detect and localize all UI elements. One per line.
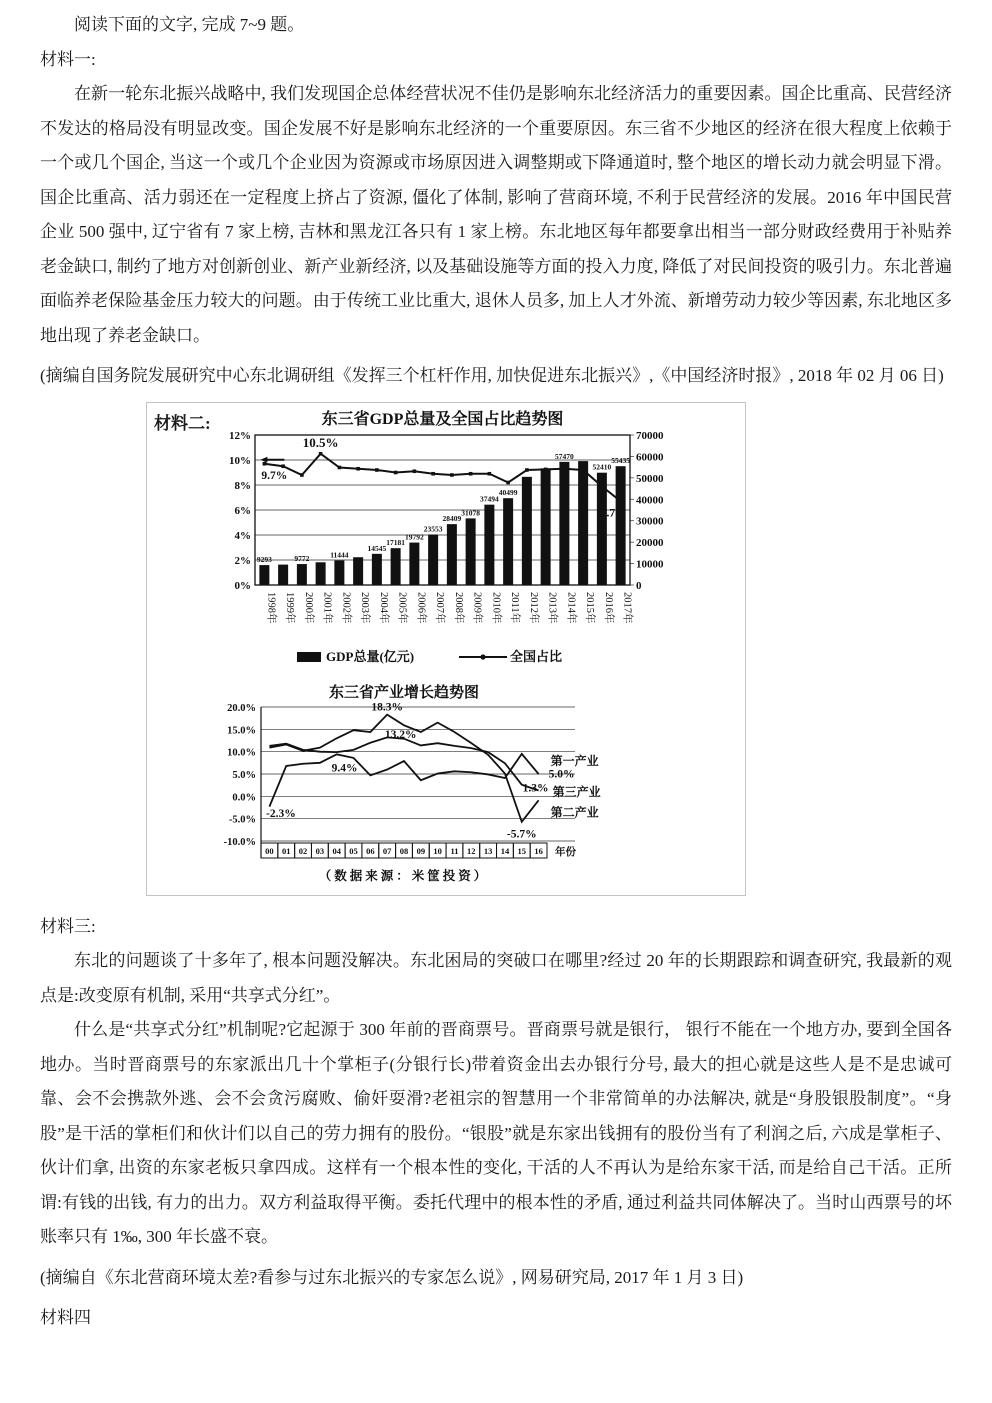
material-one-heading: 材料一:	[40, 49, 96, 69]
material-three-source: (摘编自《东北营商环境太差?看参与过东北振兴的专家怎么说》, 网易研究局, 2017 年 1 月 3 日)	[40, 1267, 744, 1287]
chart2-annotation: 9.4%	[331, 762, 358, 775]
left-axis-tick: 12%	[229, 429, 251, 442]
right-axis-tick: 70000	[636, 429, 664, 442]
right-axis-tick: 40000	[636, 493, 664, 506]
gdp-bar	[372, 553, 382, 584]
right-axis-tick: 30000	[636, 515, 664, 528]
right-axis-tick: 50000	[636, 472, 664, 485]
chart2-x-label: 02	[298, 845, 308, 856]
chart2-x-axis	[261, 843, 547, 858]
chart2-x-label: 12	[467, 845, 476, 856]
material-two-heading: 材料二:	[154, 413, 211, 433]
chart2-annotation: 13.2%	[384, 728, 417, 741]
year-label: 2013年	[546, 591, 558, 623]
share-end-label: 6.7%	[600, 506, 627, 519]
gdp-bar	[297, 564, 307, 585]
chart2-gridlines	[261, 707, 575, 841]
left-axis-tick: 2%	[234, 554, 251, 567]
year-label: 2007年	[434, 591, 446, 623]
gdp-bar	[616, 466, 626, 585]
material-one-source: (摘编自国务院发展研究中心东北调研组《发挥三个杠杆作用, 加快促进东北振兴》,《中国经济时报》, 2018 年 02 月 06 日)	[40, 366, 944, 385]
year-label: 2016年	[602, 591, 614, 623]
bar-value-label: 9772	[294, 553, 310, 563]
chart2-y-tick: 15.0%	[227, 724, 256, 736]
gdp-bar	[541, 468, 551, 585]
year-label: 2015年	[584, 591, 596, 623]
year-label: 1998年	[265, 591, 277, 623]
chart2-x-label: 14	[500, 845, 510, 856]
bar-value-label: 9293	[256, 554, 272, 564]
industry-line	[269, 753, 538, 806]
bar-value-label: 19792	[405, 532, 424, 542]
intro-line: 阅读下面的文字, 完成 7~9 题。	[74, 15, 305, 34]
chart1-title: 东三省GDP总量及全国占比趋势图	[321, 410, 564, 428]
chart2-x-label: 03	[315, 845, 325, 856]
series-name-label: 第三产业	[552, 784, 601, 799]
chart1-gridlines	[255, 435, 634, 585]
year-label: 2004年	[377, 591, 389, 623]
chart2-annotation: 18.3%	[371, 700, 403, 713]
year-label: 2014年	[565, 591, 577, 623]
bar-value-label: 55435	[611, 455, 630, 465]
left-axis-tick: 8%	[234, 479, 251, 492]
chart2-x-label: 01	[281, 845, 291, 856]
bar-value-label: 17181	[386, 537, 405, 547]
chart2-y-tick: 20.0%	[227, 702, 256, 714]
data-source-label: （数据来源：米筐投资）	[318, 868, 490, 883]
year-label: 2011年	[509, 591, 521, 623]
chart2-y-tick: -5.0%	[228, 814, 256, 826]
chart2-x-label: 00	[265, 845, 274, 856]
legend-line-label: 全国占比	[510, 648, 563, 664]
material-one-body: 在新一轮东北振兴战略中, 我们发现国企总体经营状况不佳仍是影响东北经济活力的重要因素。国企比重高、民营经济不发达的格局没有明显改变。国企发展不好是影响东北经济的一个重要原因。东三省不少地区的经济在很大程度上依赖于一个或几个国企, 当这一个或几个企业因为资源或市场原因进入调整期或下降通道时, 整个地区的增长动力就会明显下滑。国企比重高、活力弱还在一定程度上挤占了资源, 僵化了体制, 影响了营商环境, 不利于民营经济的发展。2016 年中国民营企业 500 强中, 辽宁省有 7 家上榜, 吉林和黑龙江各只有 1 家上榜。东北地区每年都要拿出相当一部分财政经费用于补贴养老金缺口, 制约了地方对创新创业、新产业新经济, 以及基础设施等方面的投入力度, 降低了对民间投资的吸引力。东北普遍面临养老保险基金压力较大的问题。由于传统工业比重大, 退休人员多, 加上人才外流、新增劳动力较少等因素, 东北地区多地出现了养老金缺口。	[40, 84, 952, 345]
gdp-bar	[447, 524, 457, 585]
gdp-bar	[278, 564, 288, 584]
left-axis-tick: 10%	[229, 454, 251, 467]
year-label: 2008年	[452, 591, 464, 623]
chart2-x-label: 07	[382, 845, 392, 856]
year-label: 2017年	[621, 591, 633, 623]
share-peak-label: 10.5%	[302, 434, 339, 450]
gdp-bar	[353, 557, 363, 585]
chart2-x-label: 08	[399, 845, 409, 856]
gdp-bar	[428, 534, 438, 584]
chart2-x-label: 06	[366, 845, 375, 856]
year-label: 2002年	[340, 591, 352, 623]
chart2-annotation: 5.0%	[548, 767, 575, 780]
bar-value-label: 40499	[498, 487, 518, 497]
chart2-y-tick: 0.0%	[232, 791, 256, 803]
chart2-x-label: 05	[349, 845, 358, 856]
bar-value-label: 23553	[423, 524, 443, 534]
chart2-annotation: -2.3%	[266, 807, 296, 820]
bar-value-label: 11444	[330, 549, 349, 559]
chart1-x-labels	[265, 592, 634, 624]
chart2-x-label: 13	[483, 845, 493, 856]
gdp-bar	[334, 560, 344, 585]
gdp-bar	[391, 548, 401, 585]
chart2-x-label: 04	[332, 845, 341, 856]
left-axis-tick: 6%	[234, 504, 251, 517]
share-start-label: 9.7%	[261, 469, 288, 482]
right-axis-tick: 0	[636, 579, 642, 592]
chart2-x-label: 10	[433, 845, 442, 856]
year-label: 2003年	[359, 591, 371, 623]
bar-value-label: 31078	[461, 507, 480, 517]
legend-line-marker	[480, 654, 485, 659]
bar-value-label: 52410	[592, 462, 612, 472]
right-axis-tick: 10000	[636, 558, 664, 571]
legend-bar-swatch	[297, 652, 321, 662]
year-label: 2009年	[471, 591, 483, 623]
industry-growth-trend-chart	[209, 683, 679, 889]
chart2-annotation: 1.3%	[522, 782, 549, 795]
bar-value-label: 57470	[555, 451, 574, 461]
chart2-y-tick: 10.0%	[227, 747, 256, 759]
gdp-bar	[259, 565, 269, 585]
gdp-bar	[503, 498, 513, 585]
gdp-bar	[522, 476, 532, 584]
gdp-total-and-national-share-chart	[205, 407, 675, 677]
material-three-para1: 东北的问题谈了十多年了, 根本问题没解决。东北困局的突破口在哪里?经过 20 年的长期跟踪和调查研究, 我最新的观点是:改变原有机制, 采用“共享式分红”。	[40, 951, 952, 1005]
year-label: 2000年	[302, 591, 314, 623]
left-axis-tick: 0%	[234, 579, 251, 592]
year-label: 2001年	[321, 591, 333, 623]
year-label: 2006年	[415, 591, 427, 623]
chart2-title: 东三省产业增长趋势图	[328, 684, 480, 701]
year-label: 1999年	[284, 591, 296, 623]
gdp-bar	[466, 518, 476, 585]
right-axis-tick: 20000	[636, 536, 664, 549]
series-name-label: 第二产业	[550, 804, 599, 819]
chart2-x-label: 16	[534, 845, 543, 856]
chart2-x-label: 09	[416, 845, 426, 856]
chart2-x-label: 11	[450, 845, 459, 856]
right-axis-tick: 60000	[636, 450, 664, 463]
legend-bar-label: GDP总量(亿元)	[326, 648, 415, 664]
left-axis-tick: 4%	[234, 529, 251, 542]
chart2-annotation: -5.7%	[506, 828, 537, 841]
gdp-bar	[559, 461, 569, 584]
gdp-bar	[409, 542, 419, 584]
material-two-figure	[146, 402, 746, 896]
material-four-heading: 材料四	[40, 1308, 91, 1327]
chart2-y-tick: -10.0%	[223, 836, 256, 848]
gdp-bar	[578, 461, 588, 585]
series-name-label: 第一产业	[550, 753, 599, 768]
chart2-y-tick: 5.0%	[232, 769, 256, 781]
chart2-x-label: 15	[517, 845, 527, 856]
gdp-bar	[316, 562, 326, 585]
gdp-bar	[484, 504, 494, 584]
chart1-legend	[297, 649, 562, 664]
material-three-para2: 什么是“共享式分红”机制呢?它起源于 300 年前的晋商票号。晋商票号就是银行， 银行不能在一个地方办, 要到全国各地办。当时晋商票号的东家派出几十个掌柜子(分银行长)带着资金出去办银行分号, 最大的担心就是这些人是不是忠诚可靠、会不会携款外逃、会不会贪污腐败、偷奸耍滑?老祖宗的智慧用一个非常简单的办法解决, 就是“身股银股制度”。“身股”是干活的掌柜们和伙计们以自己的劳力拥有的股份。“银股”就是东家出钱拥有的股份当有了利润之后, 六成是掌柜子、伙计们拿, 出资的东家老板只拿四成。这样有一个根本性的变化, 干活的人不再认为是给东家干活, 而是给自己干活。正所谓:有钱的出钱, 有力的出力。双方利益取得平衡。委托代理中的根本性的矛盾, 通过利益共同体解决了。当时山西票号的坏账率只有 1‰, 300 年长盛不衰。	[40, 1020, 952, 1246]
chart2-x-axis-title: 年份	[555, 846, 576, 858]
bar-value-label: 37494	[480, 494, 499, 504]
year-label: 2005年	[396, 591, 408, 623]
year-label: 2010年	[490, 591, 502, 623]
year-label: 2012年	[527, 591, 539, 623]
bar-value-label: 28409	[442, 513, 462, 523]
material-three-heading: 材料三:	[40, 916, 96, 936]
bar-value-label: 14545	[367, 543, 387, 553]
